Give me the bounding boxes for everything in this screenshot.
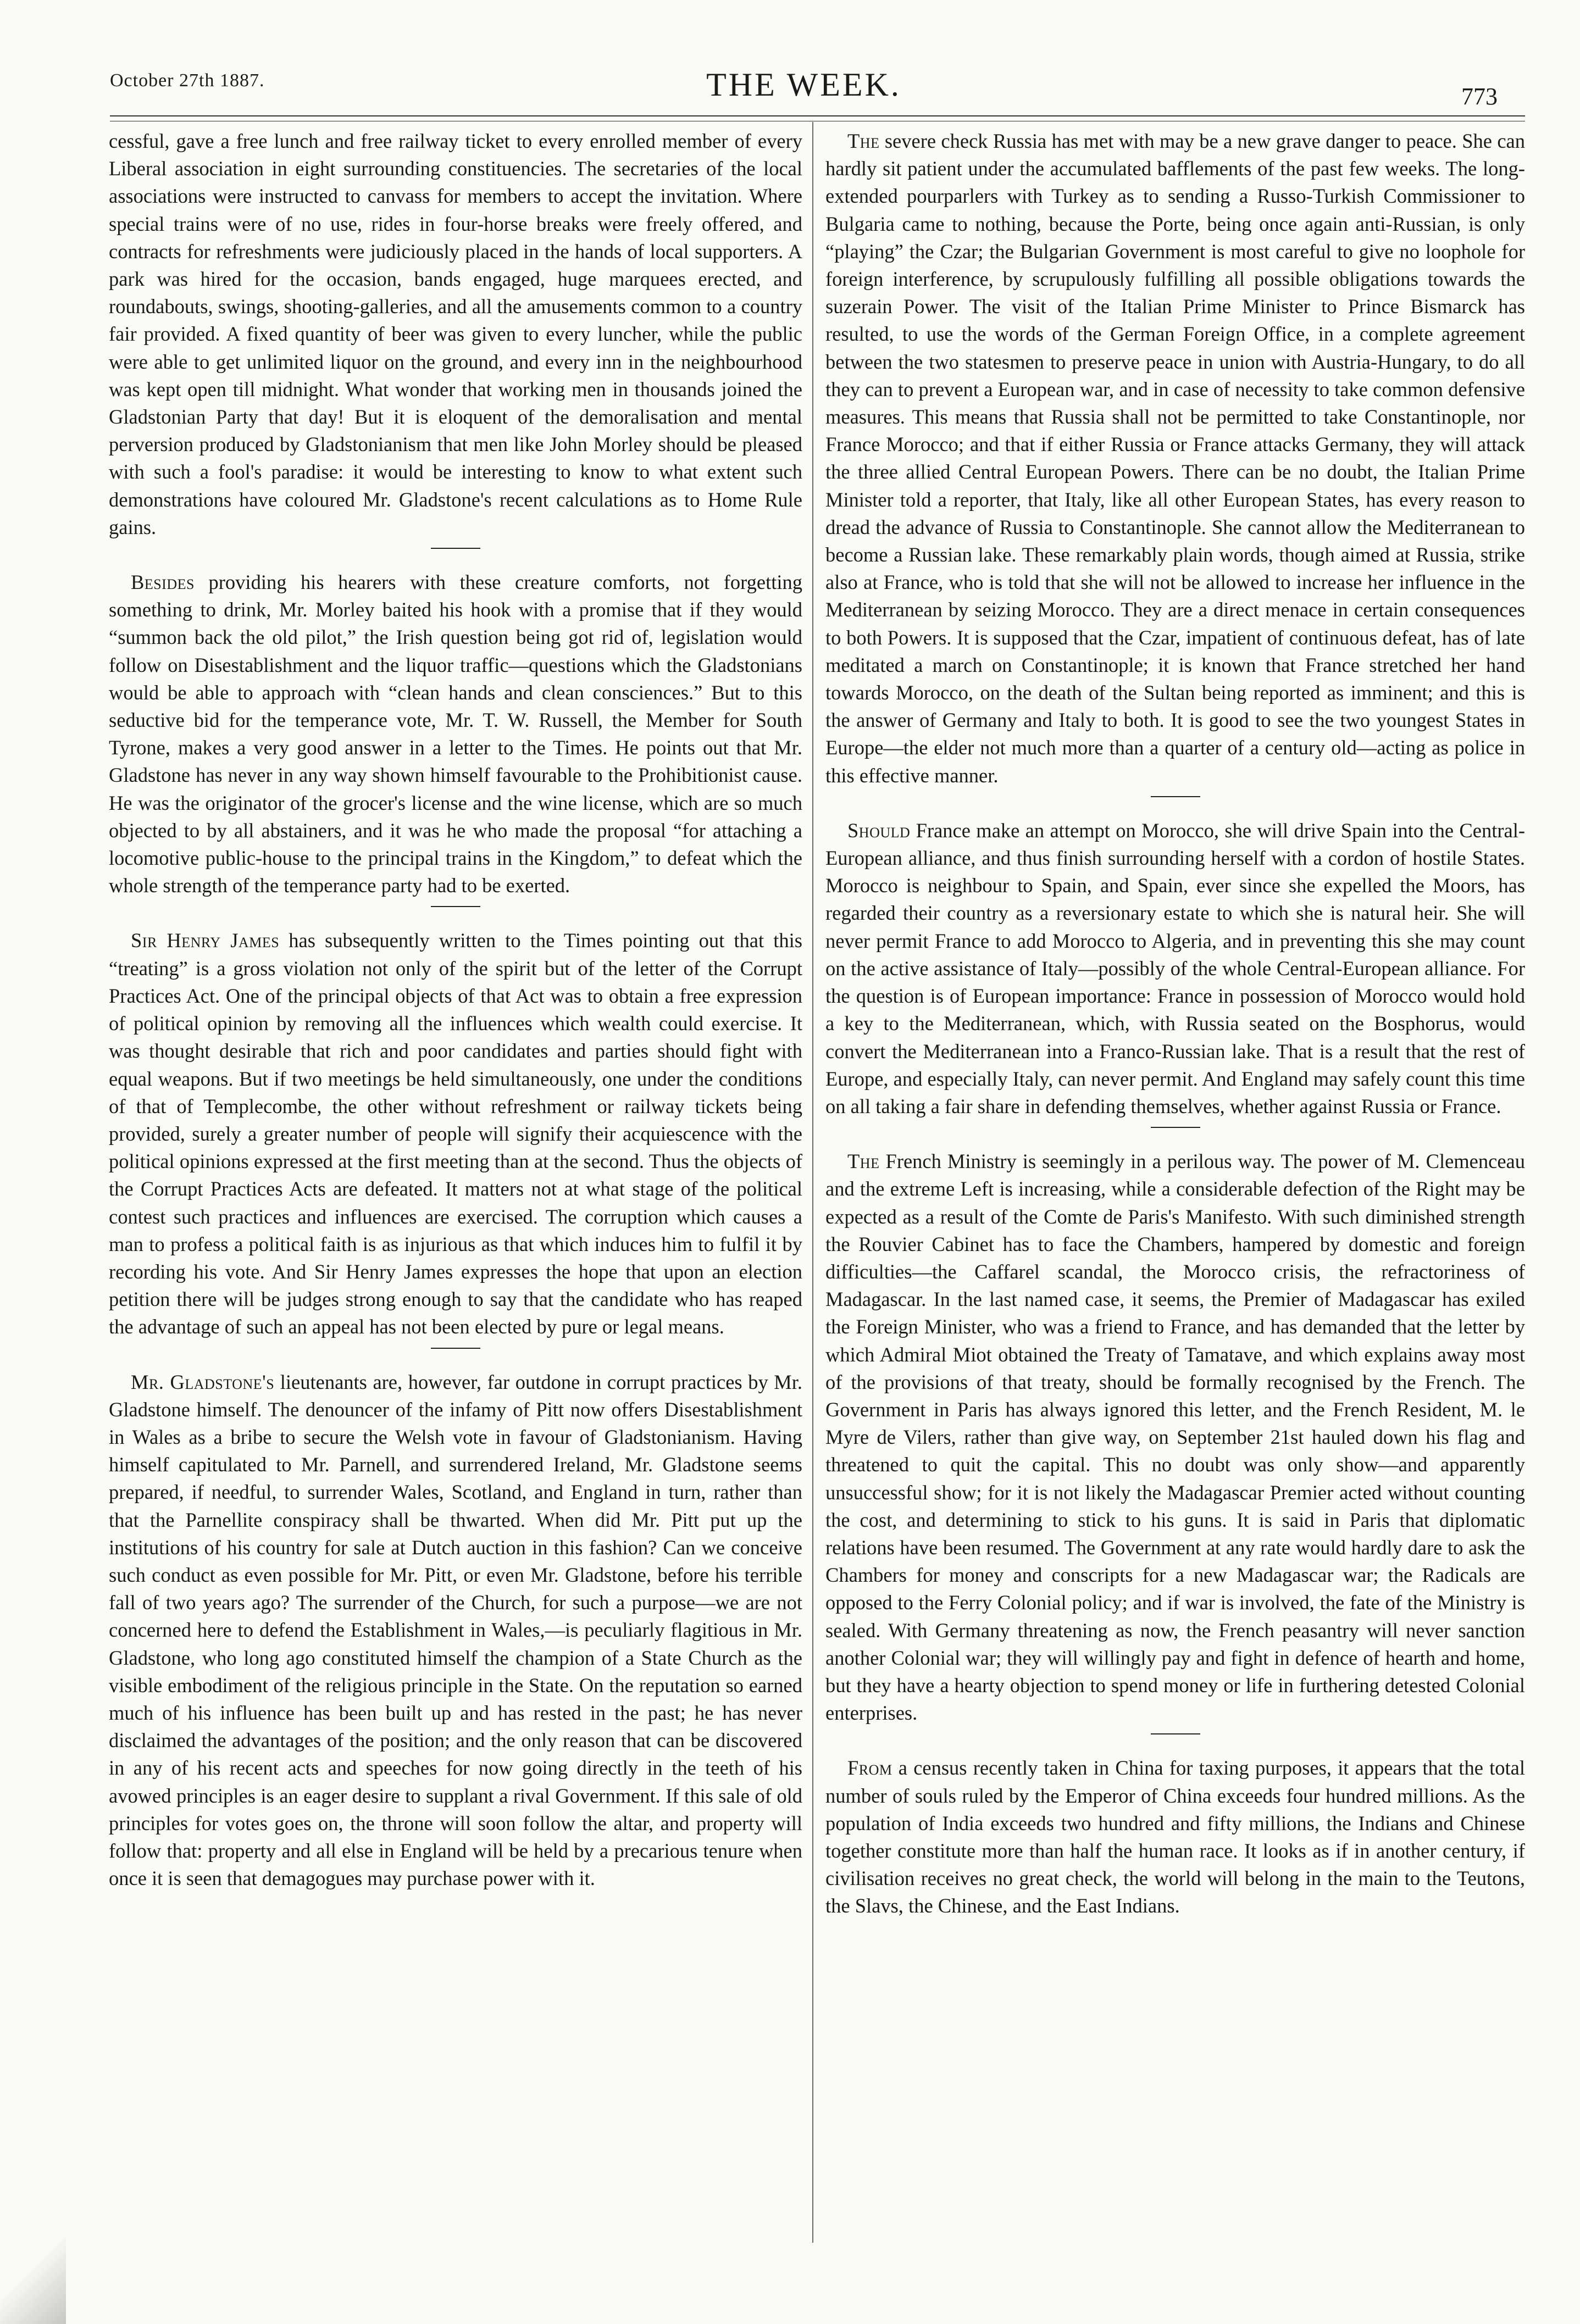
right-column (825, 127, 1525, 1920)
article-paragraph: cessful, gave a free lunch and free railway ticket to every enrolled member of every Liberal association in eight surrounding constituencies. The secretaries of the local associations were instructed to canvass for members to accept the invitation. Where special trains were of no use, rides in four-horse breaks were freely offered, and contracts for refreshments were judiciously placed in the hands of local supporters. A park was hired for the occasion, bands engaged, huge marquees erected, and roundabouts, swings, shooting-galleries, and all the amusements common to a country fair provided. A fixed quantity of beer was given to every luncher, while the public were able to get unlimited liquor on the ground, and every inn in the neighbourhood was kept open till midnight. What wonder that working men in thousands joined the Gladstonian Party that day! But it is eloquent of the demoralisation and mental perversion produced by Gladstonianism that men like John Morley should be pleased with such a fool's paradise: it would be interesting to know to what extent such demonstrations have coloured Mr. Gladstone's recent calculations as to Home Rule gains. (109, 130, 802, 538)
paragraph-lead: Besides (131, 571, 195, 594)
column-divider (812, 122, 813, 2243)
paragraph-lead: Sir Henry James (131, 929, 280, 952)
section-separator (431, 1348, 480, 1349)
article-paragraph: Mr. Gladstone's lieutenants are, however, far outdone in corrupt practices by Mr. Gladstone himself. The denouncer of the infamy of Pitt now offers Disestablishment in Wales as a bribe to secure the Welsh vote in favour of Gladstonianism. Having himself capitulated to Mr. Parnell, and surrendered Ireland, Mr. Gladstone seems prepared, if needful, to surrender Wales, Scotland, and England in turn, rather than that the Parnellite conspiracy shall be thwarted. When did Mr. Pitt put up the institutions of his country for sale at Dutch auction in this fashion? Can we conceive such conduct as even possible for Mr. Pitt, or even Mr. Gladstone, before his terrible fall of two years ago? The surrender of the Church, for such a purpose—we are not concerned here to defend the Establishment in Wales,—is peculiarly flagitious in Mr. Gladstone, who long ago constituted himself the champion of a State Church as the visible embodiment of the religious principle in the State. On the reputation so earned much of his influence has been built up and has rested in the past; he has never disclaimed the advantages of the position; and the only reason that can be discovered in any of his recent acts and speeches for now going directly in the teeth of his avowed principles is an eager desire to supplant a rival Government. If this sale of old principles for votes goes on, the throne will soon follow the altar, and property will follow that: property and all else in England will be held by a precarious tenure when once it is seen that demagogues may purchase power with it. (109, 1370, 802, 1890)
paragraph-lead: From (847, 1756, 892, 1780)
article-paragraph: The severe check Russia has met with may be a new grave danger to peace. She can hardly sit patient under the accumulated bafflements of the past few weeks. The long-extended pourparlers with Turkey as to sending a Russo-Turkish Commissioner to Bulgaria came to nothing, because the Porte, being once again anti-Russian, is only “playing” the Czar; the Bulgarian Government is most careful to give no loophole for foreign interference, by scrupulously fulfilling all possible obligations towards the suzerain Power. The visit of the Italian Prime Minister to Prince Bismarck has resulted, to use the words of the German Foreign Office, in a complete agreement between the two statesmen to preserve peace in union with Austria-Hungary, to do all they can to prevent a European war, and in case of necessity to take common defensive measures. This means that Russia shall not be permitted to take Constantinople, nor France Morocco; and that if either Russia or France attacks Germany, they will attack the three allied Central European Powers. There can be no doubt, the Italian Prime Minister told a reporter, that Italy, like all other European States, has every reason to dread the advance of Russia to Constantinople. She cannot allow the Mediterranean to become a Russian lake. These remarkably plain words, though aimed at Russia, strike also at France, who is told that she will not be allowed to increase her influence in the Mediterranean by seizing Morocco. They are a direct menace in certain consequences to both Powers. It is supposed that the Czar, impatient of continuous defeat, has of late meditated a march on Constantinople; it is known that France stretched her hand towards Morocco, on the death of the Sultan being reported as imminent; and this is the answer of Germany and Italy to both. It is good to see the two youngest States in Europe—the elder not much more than a quarter of a century old—acting as police in this effective manner. (825, 130, 1525, 787)
left-column (109, 127, 802, 1892)
article-paragraph: The French Ministry is seemingly in a perilous way. The power of M. Clemenceau and the extreme Left is increasing, while a considerable defection of the Right may be expected as a result of the Comte de Paris's Manifesto. With such diminished strength the Rouvier Cabinet has to face the Chambers, hampered by domestic and foreign difficulties—the Caffarel scandal, the Morocco crisis, the refractoriness of Madagascar. In the last named case, it seems, the Premier of Madagascar has exiled the Foreign Minister, who was a friend to France, and has demanded that the letter by which Admiral Miot obtained the Treaty of Tamatave, and which explains away most of the provisions of that treaty, should be formally recognised by the French. The Government in Paris has always ignored this letter, and the French Resident, M. le Myre de Vilers, rather than give way, on September 21st hauled down his flag and threatened to quit the capital. This no doubt was only show—and apparently unsuccessful show; for it is not likely the Madagascar Premier acted without counting the cost, and determining to stick to his guns. It is said in Paris that diplomatic relations have been resumed. The Government at any rate would hardly dare to ask the Chambers for money and conscripts for a new Madagascar war; the Radicals are opposed to the Ferry Colonial policy; and if war is involved, the fate of the Ministry is sealed. With Germany threatening as now, the French peasantry will never sanction another Colonial war; they will willingly pay and fight in defence of hearth and home, but they have a hearty objection to spend money or life in furthering detested Colonial enterprises. (825, 1150, 1525, 1725)
page-header (110, 66, 1498, 115)
section-separator (1151, 1127, 1200, 1128)
section-separator (1151, 1733, 1200, 1734)
section-separator (431, 548, 480, 549)
article-paragraph: From a census recently taken in China for taxing purposes, it appears that the total number of souls ruled by the Emperor of China exceeds four hundred millions. As the population of India exceeds two hundred and fifty millions, the Indians and Chinese together constitute more than half the human race. It looks as if in another century, if civilisation receives no great check, the world will belong in the main to the Teutons, the Slavs, the Chinese, and the East Indians. (825, 1756, 1525, 1917)
article-paragraph: Besides providing his hearers with these creature comforts, not forgetting something to drink, Mr. Morley baited his hook with a promise that if they would “summon back the old pilot,” the Irish question being got rid of, legislation would follow on Disestablishment and the liquor traffic—questions which the Gladstonians would be able to approach with “clean hands and clean consciences.” But to this seductive bid for the temperance vote, Mr. T. W. Russell, the Member for South Tyrone, makes a very good answer in a letter to the Times. He points out that Mr. Gladstone has never in any way shown himself favourable to the Prohibitionist cause. He was the originator of the grocer's license and the wine license, which are so much objected to by all abstainers, and it was he who made the proposal “for attaching a locomotive public-house to the principal trains in the Kingdom,” to defeat which the whole strength of the temperance party had to be exerted. (109, 571, 802, 897)
header-rule (110, 115, 1525, 121)
article-paragraph: Should France make an attempt on Morocco, she will drive Spain into the Central-European alliance, and thus finish surrounding herself with a cordon of hostile States. Morocco is neighbour to Spain, and Spain, ever since she expelled the Moors, has regarded their country as a reversionary estate to which she is natural heir. She will never permit France to add Morocco to Algeria, and in preventing this she may count on the active assistance of Italy—possibly of the whole Central-European alliance. For the question is of European importance: France in possession of Morocco would hold a key to the Mediterranean, which, with Russia seated on the Bosphorus, would convert the Mediterranean into a Franco-Russian lake. That is a result that the rest of Europe, and especially Italy, can never permit. And England may safely count this time on all taking a fair share in defending themselves, whether against Russia or France. (825, 819, 1525, 1117)
section-separator (1151, 796, 1200, 797)
paragraph-lead: The (847, 1150, 880, 1173)
page-corner-shadow (0, 2236, 66, 2324)
page-number: 773 (1461, 83, 1498, 110)
paragraph-lead: Mr. Gladstone's (131, 1370, 275, 1393)
article-paragraph: Sir Henry James has subsequently written to the Times pointing out that this “treating” is a gross violation not only of the spirit but of the letter of the Corrupt Practices Act. One of the principal objects of that Act was to obtain a free expression of political opinion by removing all the influences which wealth could exercise. It was thought desirable that rich and poor candidates and parties should fight with equal weapons. But if two meetings be held simultaneously, one under the conditions of that of Templecombe, the other without refreshment or railway tickets being provided, surely a greater number of people will signify their acquiescence with the political opinions expressed at the first meeting than at the second. Thus the objects of the Corrupt Practices Acts are defeated. It matters not at what stage of the political contest such practices and influences are exercised. The corruption which causes a man to profess a political faith is as injurious as that which induces him to fulfil it by recording his vote. And Sir Henry James expresses the hope that upon an election petition there will be judges strong enough to say that the candidate who has reaped the advantage of such an appeal has not been elected by pure or legal means. (109, 929, 802, 1338)
issue-date: October 27th 1887. (110, 70, 265, 91)
section-separator (431, 906, 480, 907)
masthead-title: THE WEEK. (706, 66, 901, 103)
paragraph-lead: Should (847, 819, 911, 842)
paragraph-lead: The (847, 130, 880, 152)
